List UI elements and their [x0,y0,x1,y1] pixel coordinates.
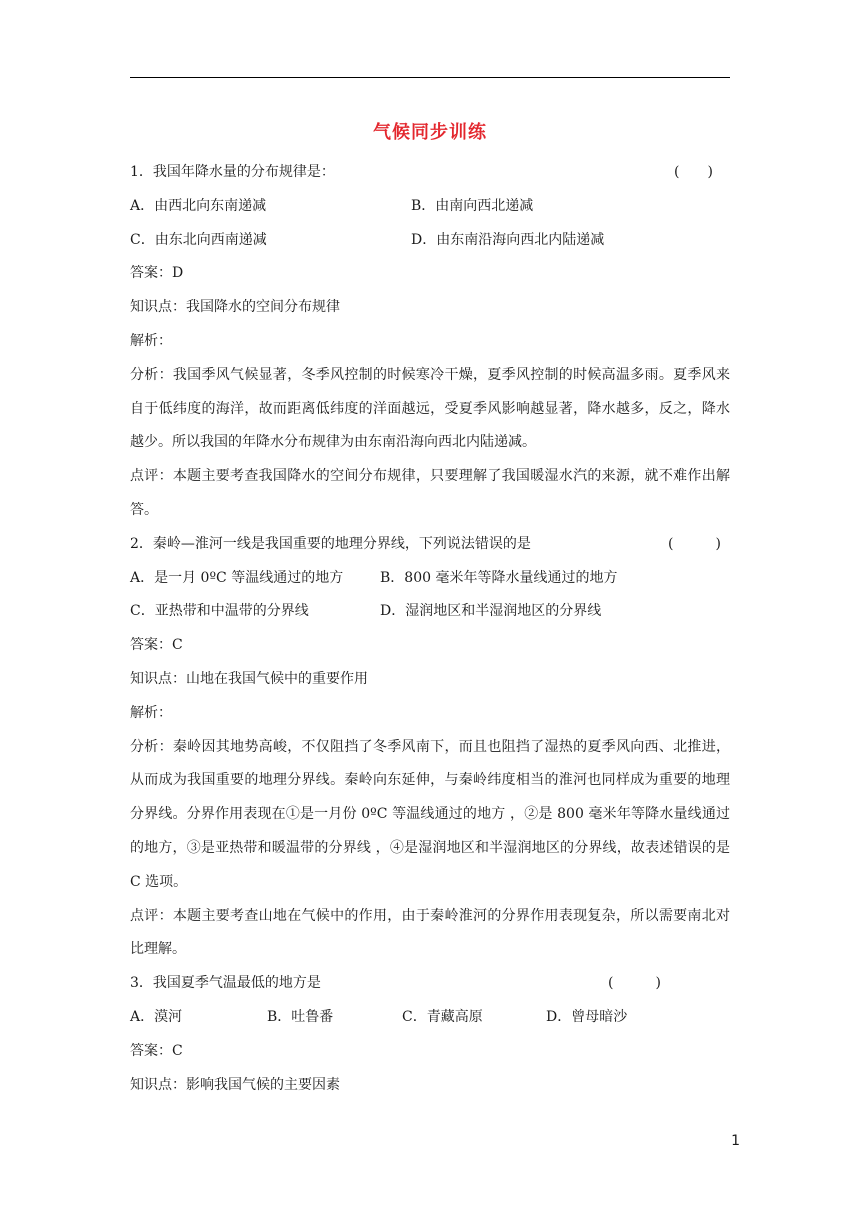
knowledge-point: 知识点：山地在我国气候中的重要作用 [130,670,368,687]
document-title: 气候同步训练 [373,122,487,143]
answer: 答案：D [130,265,184,282]
comment-text: 点评：本题主要考查山地在气候中的作用，由于秦岭淮河的分界作用表现复杂，所以需要南北对比理解。 [130,907,730,958]
option-d: D．由东南沿海向西北内陆递减 [411,231,605,248]
option-c: C．亚热带和中温带的分界线 [130,603,309,620]
option-a: A．是一月 0ºC 等温线通过的地方 [130,569,344,586]
page-number: 1 [731,1133,740,1149]
header-rule [130,77,730,78]
option-b: B．由南向西北递减 [411,197,534,214]
analysis-label: 解析： [130,332,172,349]
option-b: B．吐鲁番 [267,1008,334,1025]
document-body [130,156,730,1102]
knowledge-point: 知识点：影响我国气候的主要因素 [130,1076,340,1093]
option-a: A．漠河 [130,1008,183,1025]
answer-blank: ( ) [668,535,721,552]
option-d: D．湿润地区和半湿润地区的分界线 [380,603,602,620]
option-d: D．曾母暗沙 [546,1008,628,1025]
option-c: C．由东北向西南递减 [130,231,267,248]
option-a: A．由西北向东南递减 [130,197,267,214]
option-c: C．青藏高原 [402,1008,483,1025]
question-stem: 2．秦岭—淮河一线是我国重要的地理分界线，下列说法错误的是 [130,535,531,552]
answer: 答案：C [130,637,183,654]
question-3 [130,967,730,1102]
answer-blank: ( ) [674,164,713,180]
comment-text: 点评：本题主要考查我国降水的空间分布规律，只要理解了我国暖湿水汽的来源，就不难作出解答。 [130,468,730,518]
question-2 [130,528,730,967]
analysis-text: 分析：秦岭因其地势高峻，不仅阻挡了冬季风南下，而且也阻挡了湿热的夏季风向西、北推进，从而成为我国重要的地理分界线。秦岭向东延伸，与秦岭纬度相当的淮河也同样成为重要的地理分界线。分界作用表现在①是一月份 0ºC 等温线通过的地方 ，②是 800 毫米年等降水量线通过的地方，③是亚热带和暖温带的分界线 ，④是湿润地区和半湿润地区的分界线，故表述错误的是 C 选项。 [130,738,730,890]
analysis-label: 解析： [130,704,172,721]
answer-blank: ( ) [608,975,661,992]
knowledge-point: 知识点：我国降水的空间分布规律 [130,299,340,316]
question-stem: 1．我国年降水量的分布规律是： [130,164,335,180]
question-1 [130,156,730,528]
question-stem: 3．我国夏季气温最低的地方是 [130,975,321,992]
analysis-text: 分析：我国季风气候显著，冬季风控制的时候寒冷干燥，夏季风控制的时候高温多雨。夏季风来自于低纬度的海洋，故而距离低纬度的洋面越远，受夏季风影响越显著，降水越多，反之，降水越少。所以我国的年降水分布规律为由东南沿海向西北内陆递减。 [130,366,730,451]
answer: 答案：C [130,1042,183,1059]
option-b: B．800 毫米年等降水量线通过的地方 [380,569,618,586]
